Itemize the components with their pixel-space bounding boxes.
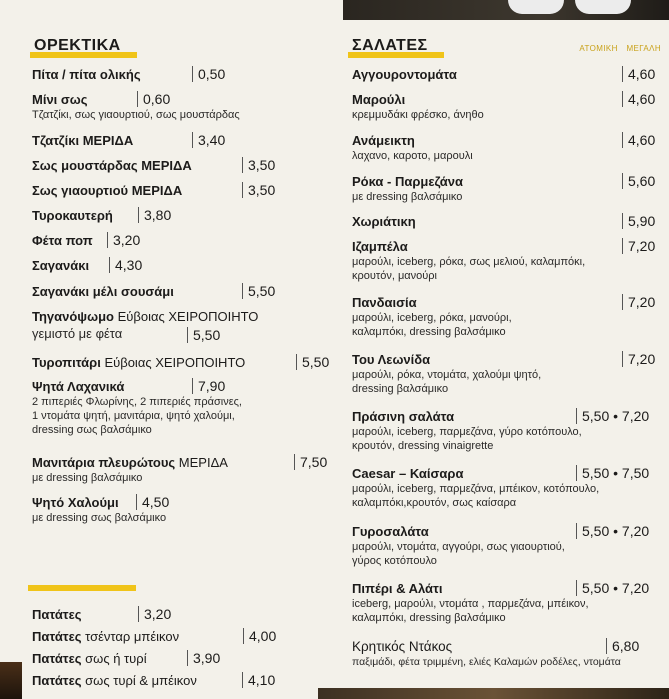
menu-item	[32, 157, 276, 174]
item-name: Ανάμεικτη	[352, 133, 415, 148]
item-price: 3,20	[138, 606, 171, 622]
item-desc: με dressing βαλσάμικο	[32, 472, 143, 484]
item-name: Πράσινη σαλάτα	[352, 409, 455, 424]
col-single: ΑΤΟΜΙΚΗ	[579, 44, 618, 53]
item-desc: μαρούλι, iceberg, ρόκα, μανούρι,	[352, 312, 512, 324]
item-price: 7,50	[294, 454, 327, 470]
item-name	[32, 455, 228, 470]
menu-item	[352, 66, 656, 83]
item-name: Πίτα / πίτα ολικής	[32, 67, 141, 82]
menu-item	[352, 132, 656, 163]
menu-item	[352, 294, 656, 339]
item-price: 4,10	[242, 672, 275, 688]
menu-item	[32, 132, 226, 149]
item-name: Αγγουροντομάτα	[352, 67, 457, 82]
item-name: Σως γιαουρτιού ΜΕΡΙΔΑ	[32, 183, 183, 198]
item-desc: μαρούλι, iceberg, παρμεζάνα, γύρο κοτόπουλο,	[352, 426, 582, 438]
item-desc: iceberg, μαρούλι, ντομάτα , παρμεζάνα, μπέικον,	[352, 598, 589, 610]
item-name: Σως μουστάρδας ΜΕΡΙΔΑ	[32, 158, 192, 173]
item-price: 4,60	[622, 91, 655, 107]
item-price: 5,50 • 7,50	[576, 465, 649, 481]
item-desc: κρεμμυδάκι φρέσκο, άνηθο	[352, 109, 484, 121]
item-desc: παξιμάδι, φέτα τριμμένη, ελιές Καλαμών ροδέλες, ντομάτα	[352, 656, 621, 668]
item-name: Caesar – Καίσαρα	[352, 466, 464, 481]
item-price: 7,20	[622, 351, 655, 367]
photo-strip-top	[343, 0, 669, 20]
item-desc: γεμιστό με φέτα	[32, 326, 123, 341]
item-price: 5,50	[296, 354, 329, 370]
item-name: Πιπέρι & Αλάτι	[352, 581, 443, 596]
item-name-main: Πατάτες	[32, 629, 82, 644]
item-price: 3,50	[242, 182, 275, 198]
menu-item	[32, 650, 221, 667]
item-name: Μαρούλι	[352, 92, 406, 107]
item-name: Ψητά Λαχανικά	[32, 379, 125, 394]
item-name: Του Λεωνίδα	[352, 352, 431, 367]
menu-item	[32, 257, 143, 274]
item-desc: dressing σως βαλσάμικο	[32, 424, 152, 436]
item-name: Τζατζίκι ΜΕΡΙΔΑ	[32, 133, 134, 148]
photo-strip-bottom	[318, 688, 669, 699]
item-price: 5,60	[622, 173, 655, 189]
item-desc: καλαμπόκι, dressing βαλσάμικο	[352, 612, 506, 624]
item-name: Κρητικός Ντάκος	[352, 639, 453, 654]
item-name: Τυροκαυτερή	[32, 208, 113, 223]
item-price: 5,90	[622, 213, 655, 229]
photo-shoe	[508, 0, 564, 14]
menu-item	[32, 494, 170, 525]
section-title-salads: ΣΑΛΑΤΕΣ	[348, 36, 434, 56]
item-desc: μαρούλι, ντομάτα, αγγούρι, σως γιαουρτιού,	[352, 541, 565, 553]
menu-item	[352, 351, 656, 396]
menu-item	[352, 173, 656, 204]
col-large: ΜΕΓΑΛΗ	[626, 44, 661, 53]
item-price: 5,50 • 7,20	[576, 523, 649, 539]
item-name: Πανδαισία	[352, 295, 417, 310]
item-desc: Τζατζίκι, σως γιαουρτιού, σως μουστάρδας	[32, 109, 240, 121]
item-price: 5,50 • 7,20	[576, 580, 649, 596]
menu-item	[32, 182, 276, 199]
item-name: Σαγανάκι μέλι σουσάμι	[32, 284, 174, 299]
menu-item	[352, 638, 640, 669]
item-desc: κρουτόν, μανούρι	[352, 270, 437, 282]
item-name-main: Πατάτες	[32, 673, 82, 688]
item-price: 3,90	[187, 650, 220, 666]
menu-item	[32, 283, 276, 300]
item-name	[32, 629, 179, 644]
menu-item	[32, 628, 277, 645]
item-name	[32, 309, 258, 324]
item-price: 4,60	[622, 132, 655, 148]
menu-item	[32, 91, 240, 122]
item-price: 3,80	[138, 207, 171, 223]
item-price: 4,50	[136, 494, 169, 510]
item-desc: καλαμπόκι, dressing βαλσάμικο	[352, 326, 506, 338]
item-price: 7,20	[622, 238, 655, 254]
item-desc: μαρούλι, iceberg, παρμεζάνα, μπέικον, κοτόπουλο,	[352, 483, 600, 495]
item-name-main: Μανιτάρια πλευρώτους	[32, 455, 176, 470]
item-name-extra: τσένταρ μπέικον	[81, 629, 180, 644]
item-desc: dressing βαλσάμικο	[352, 383, 449, 395]
menu-item	[32, 66, 226, 83]
item-desc: με dressing βαλσάμικο	[352, 191, 463, 203]
item-price: 4,60	[622, 66, 655, 82]
menu-item	[352, 213, 656, 230]
menu-item	[352, 91, 656, 122]
item-name	[32, 355, 245, 370]
item-name: Σαγανάκι	[32, 258, 90, 273]
menu-item	[352, 465, 650, 510]
item-price: 6,80	[606, 638, 639, 654]
item-name: Γυροσαλάτα	[352, 524, 429, 539]
item-desc: 1 ντομάτα ψητή, μανιτάρια, ψητό χαλούμι,	[32, 410, 235, 422]
item-price: 0,50	[192, 66, 225, 82]
item-name-main: Τηγανόψωμο	[32, 309, 114, 324]
menu-item	[32, 232, 141, 249]
item-price: 3,40	[192, 132, 225, 148]
item-name: Μίνι σως	[32, 92, 88, 107]
size-column-headers	[579, 44, 661, 53]
item-desc: γύρος κοτόπουλο	[352, 555, 437, 567]
item-name: Ιζαμπέλα	[352, 239, 408, 254]
menu-item	[32, 606, 172, 623]
item-desc: κρουτόν, dressing vinaigrette	[352, 440, 494, 452]
item-price: 3,50	[242, 157, 275, 173]
item-price: 4,00	[243, 628, 276, 644]
item-price: 7,90	[192, 378, 225, 394]
item-price: 3,20	[107, 232, 140, 248]
item-name-main: Τυροπιτάρι	[32, 355, 101, 370]
item-name: Πατάτες	[32, 607, 82, 622]
item-price: 5,50	[187, 327, 220, 343]
item-desc: 2 πιπεριές Φλωρίνης, 2 πιπεριές πράσινες,	[32, 396, 242, 408]
menu-item	[352, 408, 650, 453]
menu-item	[352, 238, 656, 283]
item-name-extra: σως ή τυρί	[81, 651, 147, 666]
item-name	[32, 673, 197, 688]
menu-item	[32, 354, 330, 371]
item-desc: μαρούλι, iceberg, ρόκα, σως μελιού, καλαμπόκι,	[352, 256, 586, 268]
item-price: 5,50 • 7,20	[576, 408, 649, 424]
menu-item	[32, 378, 242, 437]
menu-item	[352, 580, 650, 625]
item-price: 7,20	[622, 294, 655, 310]
item-name: Ψητό Χαλούμι	[32, 495, 119, 510]
item-price: 4,30	[109, 257, 142, 273]
item-name-extra: Εύβοιας ΧΕΙΡΟΠΟΙΗΤΟ	[113, 309, 259, 324]
item-name-extra: σως τυρί & μπέικον	[81, 673, 197, 688]
section-title-appetizers: ΟΡΕΚΤΙΚΑ	[30, 36, 127, 56]
menu-item	[32, 207, 172, 224]
photo-corner-bottom-left	[0, 662, 22, 699]
item-desc: με dressing σως βαλσάμικο	[32, 512, 167, 524]
item-name-extra: ΜΕΡΙΔΑ	[175, 455, 228, 470]
item-desc: μαρούλι, ρόκα, ντομάτα, χαλούμι ψητό,	[352, 369, 542, 381]
item-name: Ρόκα - Παρμεζάνα	[352, 174, 463, 189]
item-name-extra: Εύβοιας ΧΕΙΡΟΠΟΙΗΤΟ	[100, 355, 246, 370]
menu-item	[352, 523, 650, 568]
item-name: Φέτα ποπ	[32, 233, 93, 248]
menu-item	[32, 308, 258, 342]
item-name: Χωριάτικη	[352, 214, 416, 229]
item-price: 0,60	[137, 91, 170, 107]
item-desc: καλαμπόκι,κρουτόν, σως καίσαρα	[352, 497, 517, 509]
photo-shoe	[575, 0, 631, 14]
item-price: 5,50	[242, 283, 275, 299]
item-name	[32, 651, 147, 666]
item-name-main: Πατάτες	[32, 651, 82, 666]
menu-item	[32, 672, 276, 689]
menu-item	[32, 454, 328, 485]
potatoes-divider	[28, 585, 136, 591]
item-desc: λαχανο, καροτο, μαρουλι	[352, 150, 473, 162]
